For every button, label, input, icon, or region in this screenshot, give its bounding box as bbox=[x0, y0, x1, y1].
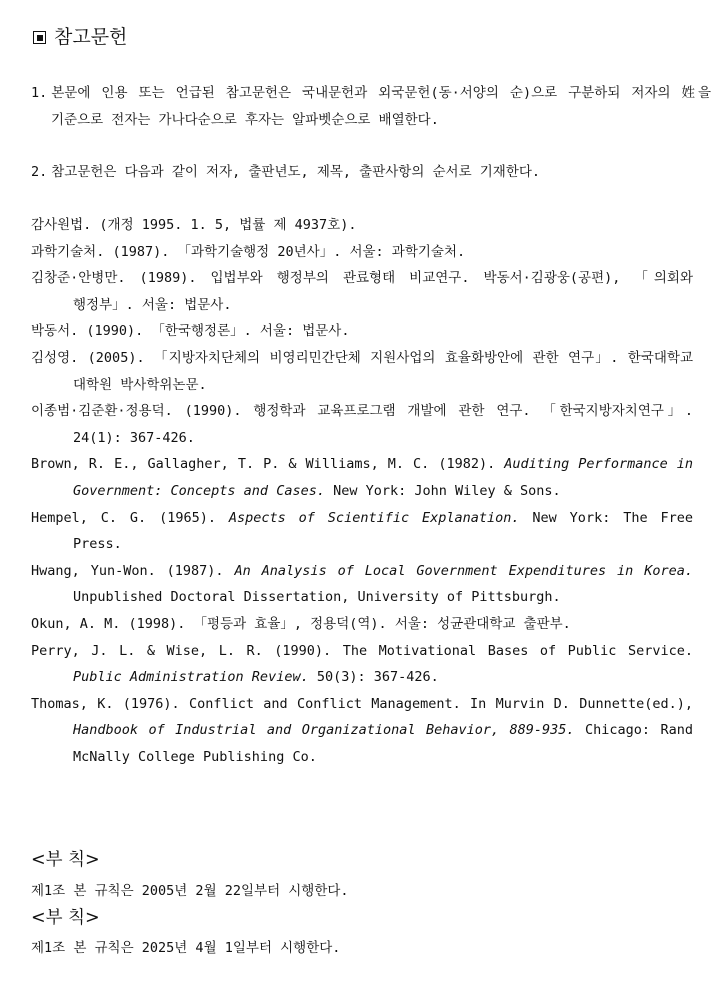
reference-text: 김창준·안병만. (1989). 입법부와 행정부의 관료형태 비교연구. 박동서·김광웅(공편), 「의회와 행정부」. 서울: 법문사. bbox=[31, 270, 693, 313]
reference-entry bbox=[31, 265, 693, 318]
reference-entry bbox=[31, 239, 693, 266]
reference-entry bbox=[31, 505, 693, 558]
reference-entry bbox=[31, 345, 693, 398]
reference-text: Hwang, Yun-Won. (1987). bbox=[31, 562, 235, 579]
addendum-title: <부 칙> bbox=[31, 908, 100, 928]
reference-text: Thomas, K. (1976). Conflict and Conflict Management. In Murvin D. Dunnette(ed.), bbox=[31, 695, 693, 712]
addendum-article: 제1조 본 규칙은 2005년 2월 22일부터 시행한다. bbox=[31, 883, 349, 899]
reference-entry bbox=[31, 691, 693, 771]
reference-text: 박동서. (1990). 「한국행정론」. 서울: 법문사. bbox=[31, 323, 350, 340]
section-heading bbox=[33, 22, 127, 49]
reference-text: 과학기술처. (1987). 「과학기술행정 20년사」. 서울: 과학기술처. bbox=[31, 243, 466, 260]
reference-publisher: Unpublished Doctoral Dissertation, University of Pittsburgh. bbox=[73, 589, 561, 606]
reference-text: Okun, A. M. (1998). 「평등과 효율」, 정용덕(역). 서울: 성균관대학교 출판부. bbox=[31, 615, 571, 632]
reference-publisher: New York: The Free Press. bbox=[73, 509, 693, 553]
reference-title: Public Administration Review. bbox=[73, 669, 309, 686]
reference-title: Handbook of Industrial and Organizational Behavior, 889-935. bbox=[73, 722, 575, 739]
addendum-title: <부 칙> bbox=[31, 850, 100, 870]
square-bullet-icon bbox=[33, 31, 46, 44]
rule-number: 1. bbox=[31, 85, 48, 101]
reference-text: Perry, J. L. & Wise, L. R. (1990). The Motivational Bases of Public Service. bbox=[31, 642, 693, 659]
rule-text: 본문에 인용 또는 언급된 참고문헌은 국내문헌과 외국문헌(동·서양의 순)으로 구분하되 저자의 姓을 기준으로 전자는 가나다순으로 후자는 알파벳순으로 배열한다. bbox=[51, 85, 711, 128]
reference-list bbox=[31, 212, 693, 770]
reference-text: Hempel, C. G. (1965). bbox=[31, 509, 229, 526]
reference-entry bbox=[31, 638, 693, 691]
reference-entry bbox=[31, 558, 693, 611]
reference-entry bbox=[31, 212, 693, 239]
rule-number: 2. bbox=[31, 164, 48, 180]
addendum-article: 제1조 본 규칙은 2025년 4월 1일부터 시행한다. bbox=[31, 940, 341, 956]
reference-entry bbox=[31, 318, 693, 345]
reference-title: An Analysis of Local Government Expenditures in Korea. bbox=[234, 562, 693, 579]
reference-text: Brown, R. E., Gallagher, T. P. & Williams, M. C. (1982). bbox=[31, 456, 505, 473]
section-heading-text: 참고문헌 bbox=[54, 26, 128, 48]
reference-publisher: New York: John Wiley & Sons. bbox=[324, 482, 561, 499]
reference-entry bbox=[31, 611, 693, 638]
reference-publisher: Chicago: Rand McNally College Publishing Co. bbox=[73, 722, 693, 765]
rule-1 bbox=[31, 80, 711, 133]
reference-title: Aspects of Scientific Explanation. bbox=[228, 509, 520, 526]
reference-text: 이종범·김준환·정용덕. (1990). 행정학과 교육프로그램 개발에 관한 연구. 「한국지방자치연구」. 24(1): 367-426. bbox=[31, 403, 693, 446]
reference-text: 감사원법. (개정 1995. 1. 5, 법률 제 4937호). bbox=[31, 217, 357, 233]
reference-title: Auditing Performance in Government: Concepts and Cases. bbox=[73, 456, 693, 499]
reference-text: 김성영. (2005). 「지방자치단체의 비영리민간단체 지원사업의 효율화방안에 관한 연구」. 한국대학교 대학원 박사학위논문. bbox=[31, 349, 693, 393]
rule-2 bbox=[31, 159, 695, 186]
reference-entry bbox=[31, 398, 693, 451]
reference-publisher: 50(3): 367-426. bbox=[308, 669, 439, 686]
rule-text: 참고문헌은 다음과 같이 저자, 출판년도, 제목, 출판사항의 순서로 기재한다. bbox=[51, 164, 541, 180]
reference-entry bbox=[31, 451, 693, 504]
